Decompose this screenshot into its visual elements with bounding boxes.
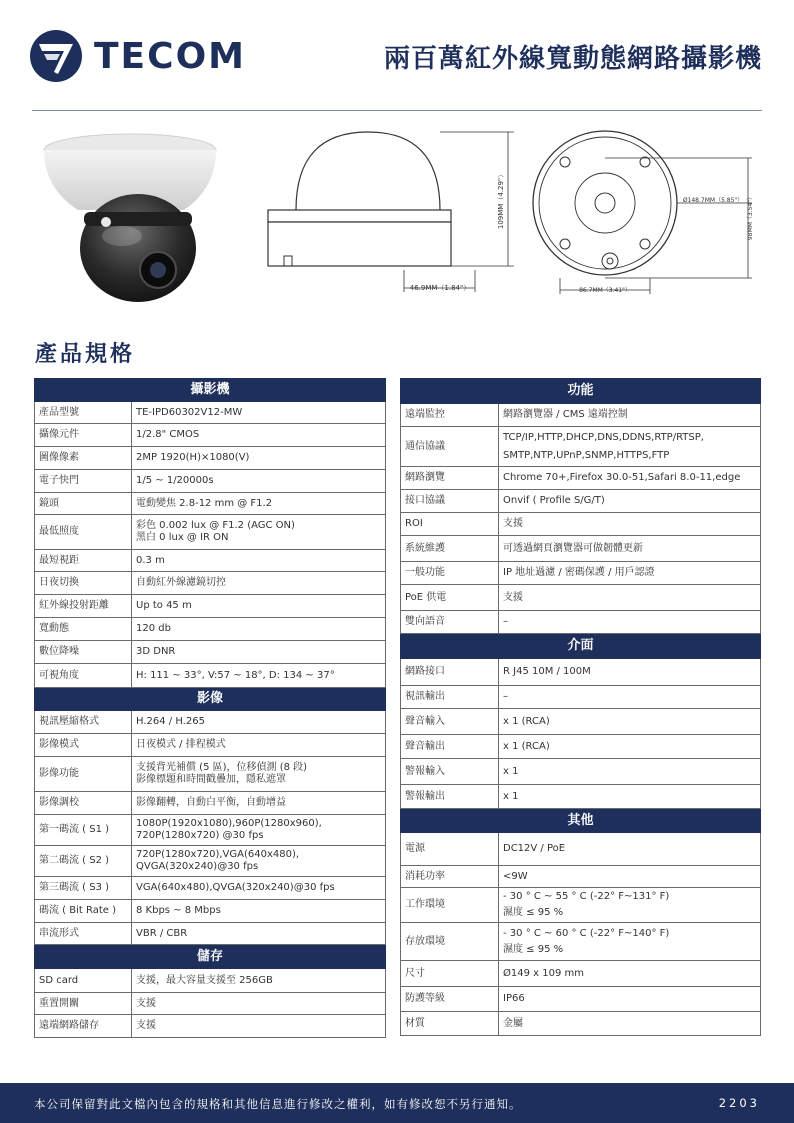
spec-value: x 1	[499, 759, 761, 785]
spec-value: x 1 (RCA)	[499, 735, 761, 759]
spec-key: 攝像元件	[35, 424, 132, 447]
spec-value: R J45 10M / 100M	[499, 659, 761, 686]
group-title-camera: 攝影機	[35, 379, 386, 402]
table-row	[401, 923, 761, 961]
spec-value: Up to 45 m	[132, 595, 386, 618]
spec-key: 聲音輸入	[401, 709, 499, 735]
spec-value: 金屬	[499, 1012, 761, 1036]
spec-key: 聲音輸出	[401, 735, 499, 759]
depth-dimension-label: 46.9MM（1.84"）	[409, 284, 471, 292]
table-row	[35, 969, 386, 993]
table-row	[35, 550, 386, 572]
group-header	[401, 379, 761, 404]
table-row	[401, 513, 761, 536]
spec-value: IP66	[499, 987, 761, 1012]
spec-key: 圖像像素	[35, 447, 132, 470]
spec-value: DC12V / PoE	[499, 833, 761, 866]
table-row	[401, 759, 761, 785]
table-row	[35, 815, 386, 846]
product-images	[0, 118, 794, 318]
diameter-dimension-label: Ø148.7MM（5.85"）	[682, 197, 744, 204]
spec-value: 3D DNR	[132, 641, 386, 664]
spec-key: 視訊輸出	[401, 686, 499, 709]
spec-key: 工作環境	[401, 888, 499, 923]
spec-key: 遠端監控	[401, 404, 499, 427]
table-row	[35, 923, 386, 945]
group-title-image: 影像	[35, 688, 386, 711]
spec-value: 0.3 m	[132, 550, 386, 572]
spec-key: 第三碼流 ( S3 )	[35, 877, 132, 900]
spec-value: Chrome 70+,Firefox 30.0-51,Safari 8.0-11,edge	[499, 467, 761, 490]
spec-key: 視訊壓縮格式	[35, 711, 132, 734]
table-row	[35, 1015, 386, 1038]
spec-key: 影像模式	[35, 734, 132, 757]
spec-value	[499, 427, 761, 467]
table-row	[401, 888, 761, 923]
spec-value: <9W	[499, 866, 761, 888]
table-row	[401, 785, 761, 809]
base-dimension-label: 86.7MM（3.41"）	[579, 287, 631, 294]
table-row	[35, 877, 386, 900]
table-row	[401, 536, 761, 562]
spec-key: 產品型號	[35, 402, 132, 424]
spec-value: Onvif ( Profile S/G/T)	[499, 490, 761, 513]
table-row	[401, 833, 761, 866]
spec-value: Ø149 x 109 mm	[499, 961, 761, 987]
spec-key: 寬動態	[35, 618, 132, 641]
spec-value: H.264 / H.265	[132, 711, 386, 734]
group-header	[35, 688, 386, 711]
spec-key: 警報輸入	[401, 759, 499, 785]
spec-line: 支援背光補償 (5 區)，位移偵測 (8 段)	[136, 762, 308, 773]
table-row	[35, 572, 386, 595]
spec-key: 影像功能	[35, 757, 132, 792]
spec-line: 彩色 0.002 lux @ F1.2 (AGC ON)	[136, 520, 295, 531]
spec-key: 系統維護	[401, 536, 499, 562]
spec-value: 8 Kbps ~ 8 Mbps	[132, 900, 386, 923]
spec-value: VGA(640x480),QVGA(320x240)@30 fps	[132, 877, 386, 900]
table-row	[35, 734, 386, 757]
spec-key: 數位降噪	[35, 641, 132, 664]
table-row	[35, 402, 386, 424]
spec-key: PoE 供電	[401, 585, 499, 611]
table-row	[401, 735, 761, 759]
spec-value: 日夜模式 / 排程模式	[132, 734, 386, 757]
spec-value: 支援，最大容量支援至 256GB	[132, 969, 386, 993]
spec-line: 濕度 ≤ 95 %	[503, 943, 564, 955]
spec-key: 電子快門	[35, 470, 132, 493]
table-row	[35, 618, 386, 641]
spec-value: –	[499, 611, 761, 634]
footer-disclaimer: 本公司保留對此文檔內包含的規格和其他信息進行修改之權利，如有修改恕不另行通知。	[34, 1097, 522, 1111]
page-header	[0, 0, 794, 112]
function-spec-table	[400, 378, 761, 1036]
spec-key: 串流形式	[35, 923, 132, 945]
spec-value: –	[499, 686, 761, 709]
table-row	[401, 427, 761, 467]
spec-key: SD card	[35, 969, 132, 993]
spec-value: 1/2.8" CMOS	[132, 424, 386, 447]
spec-line: 濕度 ≤ 95 %	[503, 907, 564, 918]
spec-key: 網路接口	[401, 659, 499, 686]
table-row	[401, 467, 761, 490]
spec-key: 第一碼流 ( S1 )	[35, 815, 132, 846]
table-row	[401, 490, 761, 513]
table-row	[35, 641, 386, 664]
spec-key: 接口協議	[401, 490, 499, 513]
table-row	[401, 987, 761, 1012]
spec-value: 網路瀏覽器 / CMS 遠端控制	[499, 404, 761, 427]
spec-value: 自動紅外線濾鏡切控	[132, 572, 386, 595]
spec-value: 2MP 1920(H)×1080(V)	[132, 447, 386, 470]
spec-key: 日夜切換	[35, 572, 132, 595]
spec-value: 支援	[499, 585, 761, 611]
table-row	[401, 1012, 761, 1036]
tecom-logo-icon	[30, 30, 82, 82]
brand-logo	[30, 30, 246, 82]
page-footer	[0, 1083, 794, 1123]
group-header	[401, 809, 761, 833]
spec-line: 1080P(1920x1080),960P(1280x960),	[136, 818, 322, 829]
spec-value: 支援	[132, 1015, 386, 1038]
group-title-function: 功能	[401, 379, 761, 404]
table-row	[401, 866, 761, 888]
spec-value: IP 地址過濾 / 密碼保護 / 用戶認證	[499, 562, 761, 585]
table-row	[35, 757, 386, 792]
group-title-other: 其他	[401, 809, 761, 833]
table-row	[401, 562, 761, 585]
table-row	[401, 686, 761, 709]
table-row	[401, 404, 761, 427]
spec-line: TCP/IP,HTTP,DHCP,DNS,DDNS,RTP/RTSP,	[503, 431, 704, 443]
spec-key: 鏡頭	[35, 493, 132, 515]
spec-value: 支援	[499, 513, 761, 536]
side-height-dimension-label: 98MM（3.54"）	[747, 193, 754, 241]
table-row	[35, 664, 386, 688]
table-row	[35, 711, 386, 734]
group-header	[35, 945, 386, 969]
spec-key: 一般功能	[401, 562, 499, 585]
table-row	[401, 709, 761, 735]
spec-line: 影像標題和時間戳疊加，隱私遮罩	[136, 774, 286, 785]
spec-key: 第二碼流 ( S2 )	[35, 846, 132, 877]
spec-value: H: 111 ~ 33°, V:57 ~ 18°, D: 134 ~ 37°	[132, 664, 386, 688]
spec-line: - 30 ° C ~ 60 ° C (-22° F~140° F)	[503, 927, 670, 939]
spec-value: TE-IPD60302V12-MW	[132, 402, 386, 424]
spec-value: VBR / CBR	[132, 923, 386, 945]
section-title: 產品規格	[35, 342, 136, 367]
spec-value: 120 db	[132, 618, 386, 641]
spec-key: 遠端網路儲存	[35, 1015, 132, 1038]
spec-key: 最短視距	[35, 550, 132, 572]
spec-key: 可視角度	[35, 664, 132, 688]
spec-value	[132, 846, 386, 877]
group-title-interface: 介面	[401, 634, 761, 659]
spec-key: 材質	[401, 1012, 499, 1036]
table-row	[35, 515, 386, 550]
spec-value: 影像翻轉，自動白平衡，自動增益	[132, 792, 386, 815]
group-header	[401, 634, 761, 659]
spec-value	[499, 888, 761, 923]
spec-value: 支援	[132, 993, 386, 1015]
table-row	[35, 993, 386, 1015]
document-code: 2203	[718, 1096, 760, 1110]
spec-key: 警報輸出	[401, 785, 499, 809]
header-divider	[32, 110, 762, 111]
table-row	[35, 900, 386, 923]
spec-line: SMTP,NTP,UPnP,SNMP,HTTPS,FTP	[503, 449, 670, 461]
spec-value	[132, 515, 386, 550]
table-row	[401, 585, 761, 611]
table-row	[35, 447, 386, 470]
spec-line: 720P(1280x720) @30 fps	[136, 830, 264, 841]
spec-value: 電動變焦 2.8-12 mm @ F1.2	[132, 493, 386, 515]
spec-value	[132, 757, 386, 792]
group-title-storage: 儲存	[35, 945, 386, 969]
spec-key: 碼流 ( Bit Rate )	[35, 900, 132, 923]
spec-line: QVGA(320x240)@30 fps	[136, 861, 259, 872]
spec-value: 1/5 ~ 1/20000s	[132, 470, 386, 493]
spec-key: 通信協議	[401, 427, 499, 467]
spec-line: - 30 ° C ~ 55 ° C (-22° F~131° F)	[503, 891, 670, 902]
spec-key: 防護等級	[401, 987, 499, 1012]
table-row	[35, 424, 386, 447]
spec-key: 紅外線投射距離	[35, 595, 132, 618]
spec-key: 影像調校	[35, 792, 132, 815]
table-row	[401, 659, 761, 686]
table-row	[35, 595, 386, 618]
document-title: 兩百萬紅外線寬動態網路攝影機	[383, 44, 762, 74]
table-row	[401, 611, 761, 634]
group-header	[35, 379, 386, 402]
table-row	[401, 961, 761, 987]
spec-key: 最低照度	[35, 515, 132, 550]
camera-spec-table	[34, 378, 386, 1038]
spec-key: 網路瀏覽	[401, 467, 499, 490]
spec-key: 重置開關	[35, 993, 132, 1015]
spec-value: 可透過網頁瀏覽器可做韌體更新	[499, 536, 761, 562]
spec-key: 消耗功率	[401, 866, 499, 888]
table-row	[35, 493, 386, 515]
brand-name: TECOM	[94, 35, 246, 77]
spec-key: 雙向語音	[401, 611, 499, 634]
spec-value: x 1 (RCA)	[499, 709, 761, 735]
table-row	[35, 470, 386, 493]
spec-line: 720P(1280x720),VGA(640x480),	[136, 849, 300, 860]
table-row	[35, 846, 386, 877]
spec-key: 尺寸	[401, 961, 499, 987]
height-dimension-label: 109MM（4.29"）	[497, 170, 505, 230]
spec-value: x 1	[499, 785, 761, 809]
spec-value	[132, 815, 386, 846]
table-row	[35, 792, 386, 815]
top-view-drawing	[0, 118, 794, 318]
spec-value	[499, 923, 761, 961]
spec-key: 電源	[401, 833, 499, 866]
spec-key: ROI	[401, 513, 499, 536]
spec-line: 黑白 0 lux @ IR ON	[136, 532, 229, 543]
spec-key: 存放環境	[401, 923, 499, 961]
